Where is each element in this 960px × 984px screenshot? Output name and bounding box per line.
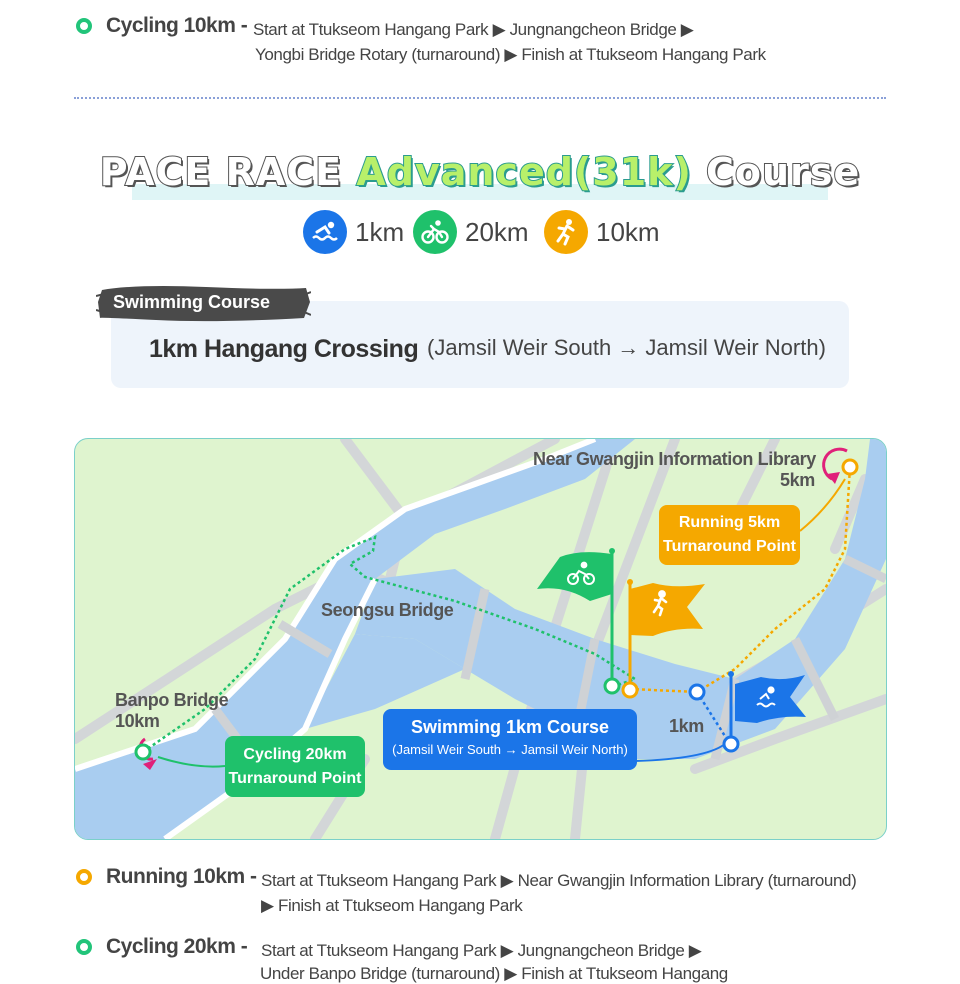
cycling-callout-line-1: Cycling 20km	[243, 746, 347, 763]
run-distance	[544, 210, 660, 254]
swim-course-route: (Jamsil Weir South → Jamsil Weir North)	[427, 335, 826, 360]
dotted-divider	[74, 97, 886, 99]
course-headline	[0, 150, 960, 194]
running-turnaround-callout	[659, 505, 800, 565]
green-ring-icon	[76, 939, 92, 955]
route-title: Running 10km -	[106, 865, 257, 888]
swim-callout-line-2: (Jamsil Weir South → Jamsil Weir North)	[392, 742, 628, 757]
swim-course-title: 1km Hangang Crossing	[149, 335, 419, 363]
swimming-course-label: Swimming Course	[113, 292, 271, 312]
swim-distance-label: 1km	[355, 216, 405, 247]
library-distance: 5km	[780, 470, 815, 490]
seongsu-bridge-label: Seongsu Bridge	[321, 600, 454, 620]
bike-distance-label: 20km	[465, 216, 529, 247]
headline-part-2: Advanced(31k)	[356, 150, 692, 194]
running-callout-line-2: Turnaround Point	[662, 538, 796, 555]
route-line-1: Start at Ttukseom Hangang Park ▶ Near Gwangjin Information Library (turnaround)	[261, 871, 857, 890]
swimming-course-tag	[96, 282, 311, 324]
route-line-2: ▶ Finish at Ttukseom Hangang Park	[261, 896, 523, 915]
banpo-distance: 10km	[115, 711, 160, 731]
swimming-course-callout	[383, 709, 637, 770]
running-icon	[544, 210, 588, 254]
swimming-icon	[303, 210, 347, 254]
route-title: Cycling 10km -	[106, 14, 248, 37]
map-graphic	[75, 439, 886, 839]
route-line-1: Start at Ttukseom Hangang Park ▶ Jungnangcheon Bridge ▶	[253, 20, 694, 39]
swim-distance	[303, 210, 404, 254]
course-map	[74, 438, 887, 840]
cycling-turnaround-callout	[225, 736, 365, 797]
green-ring-icon	[76, 18, 92, 34]
cycling-icon	[413, 210, 457, 254]
route-line-2: Yongbi Bridge Rotary (turnaround) ▶ Finish at Ttukseom Hangang Park	[255, 45, 766, 64]
running-callout-line-1: Running 5km	[678, 514, 781, 531]
orange-ring-icon	[76, 869, 92, 885]
route-line-1: Start at Ttukseom Hangang Park ▶ Jungnangcheon Bridge ▶	[261, 941, 702, 960]
headline-part-3: Course	[691, 150, 861, 194]
banpo-bridge-label: Banpo Bridge	[115, 690, 229, 710]
swim-distance-map-label: 1km	[669, 716, 704, 736]
swim-callout-line-1: Swimming 1km Course	[410, 717, 610, 737]
cycling-callout-line-2: Turnaround Point	[228, 770, 362, 787]
library-label: Near Gwangjin Information Library	[533, 449, 816, 469]
headline-part-1: PACE RACE	[99, 150, 357, 194]
bike-distance	[413, 210, 529, 254]
route-line-2: Under Banpo Bridge (turnaround) ▶ Finish at Ttukseom Hangang	[260, 964, 728, 983]
route-title: Cycling 20km -	[106, 935, 248, 958]
run-distance-label: 10km	[596, 216, 660, 247]
